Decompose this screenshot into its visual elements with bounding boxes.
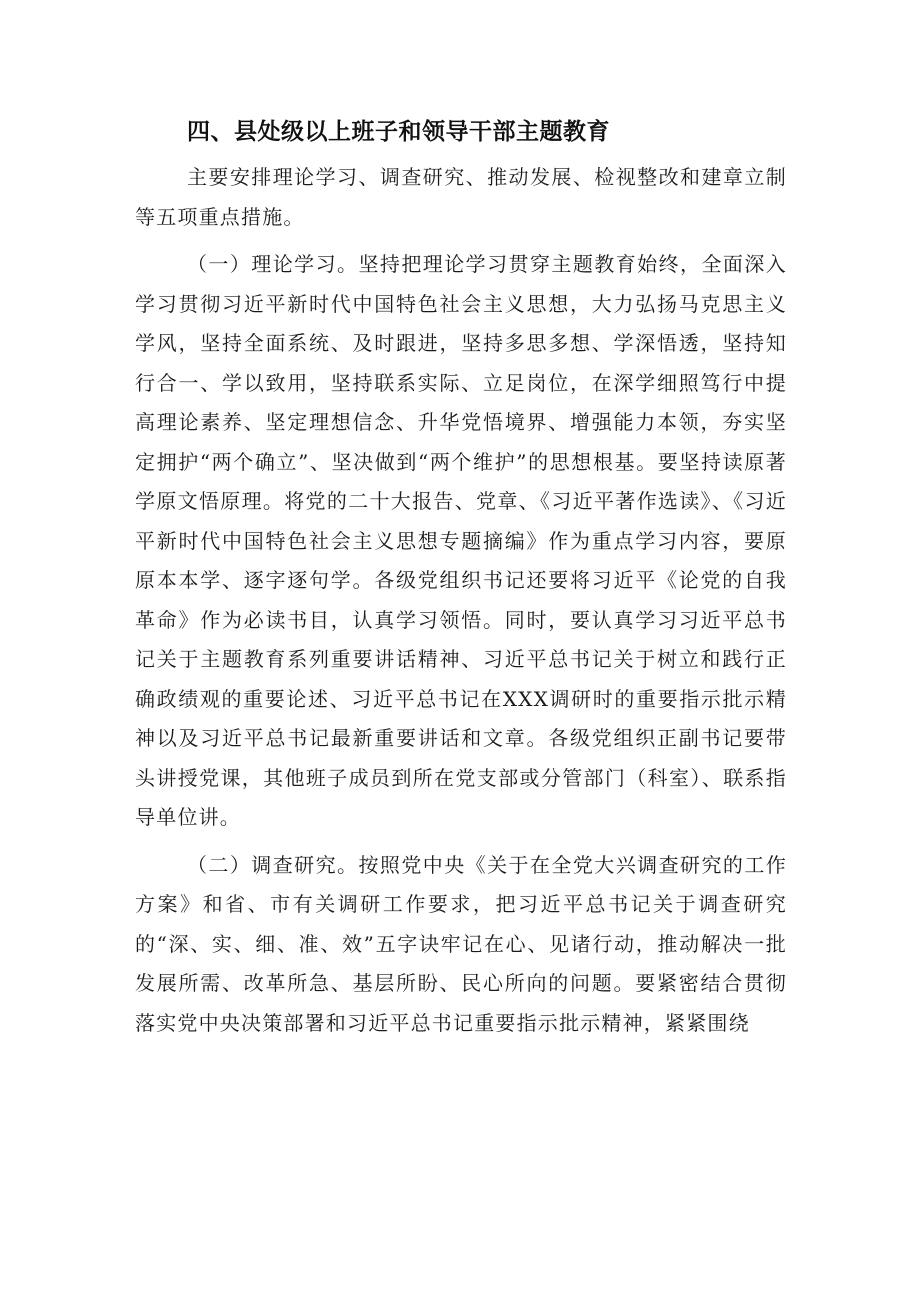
section-heading: 四、县处级以上班子和领导干部主题教育 — [187, 119, 610, 145]
document-body — [135, 112, 787, 1043]
paragraph-theory-study: （一）理论学习。坚持把理论学习贯穿主题教育始终，全面深入学习贯彻习近平新时代中国特色社会主义思想，大力弘扬马克思主义学风，坚持全面系统、及时跟进，坚持多思多想、学深悟透，坚持知行合一、学以致用，坚持联系实际、立足岗位，在深学细照笃行中提高理论素养、坚定理想信念、升华党悟境界、增强能力本领，夯实坚定拥护“两个确立”、坚决做到“两个维护”的思想根基。要坚持读原著学原文悟原理。将党的二十大报告、党章、《习近平著作选读》、《习近平新时代中国特色社会主义思想专题摘编》作为重点学习内容，要原原本本学、逐字逐句学。各级党组织书记还要将习近平《论党的自我革命》作为必读书目，认真学习领悟。同时，要认真学习习近平总书记关于主题教育系列重要讲话精神、习近平总书记关于树立和践行正确政绩观的重要论述、习近平总书记在XXX调研时的重要指示批示精神以及习近平总书记最新重要讲话和文章。各级党组织正副书记要带头讲授党课，其他班子成员到所在党支部或分管部门（科室）、联系指导单位讲。 — [135, 252, 787, 829]
paragraph-investigation-research: （二）调查研究。按照党中央《关于在全党大兴调查研究的工作方案》和省、市有关调研工作要求，把习近平总书记关于调查研究的“深、实、细、准、效”五字诀牢记在心、见诸行动，推动解决一批发展所需、改革所急、基层所盼、民心所向的问题。要紧密结合贯彻落实党中央决策部署和习近平总书记重要指示批示精神，紧紧围绕 — [135, 852, 787, 1035]
paragraph-overview: 主要安排理论学习、调查研究、推动发展、检视整改和建章立制等五项重点措施。 — [135, 165, 787, 229]
